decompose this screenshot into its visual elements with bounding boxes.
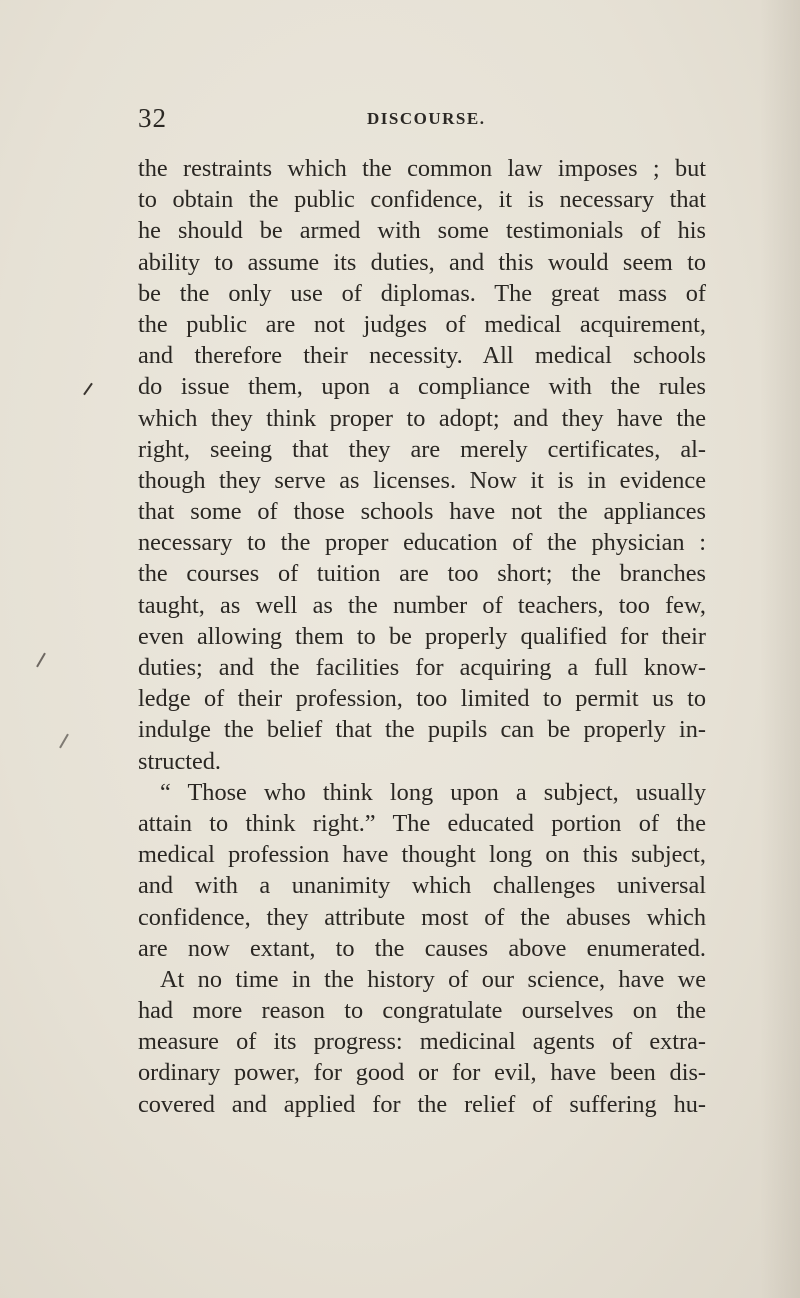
text-line: medical profession have thought long on this subject, (138, 841, 706, 869)
text-line: be the only use of diplomas. The great mass of (138, 279, 706, 307)
text-line: attain to think right.” The educated portion of the (138, 809, 706, 837)
text-line: even allowing them to be properly qualified for their (138, 622, 706, 650)
running-head (138, 103, 698, 133)
text-line: had more reason to congratulate ourselves on the (138, 997, 706, 1025)
text-line: and with a unanimity which challenges universal (138, 872, 706, 900)
text-line: taught, as well as the number of teachers, too few, (138, 591, 706, 619)
text-line: ordinary power, for good or for evil, have been dis- (138, 1059, 706, 1087)
text-line: are now extant, to the causes above enumerated. (138, 934, 706, 962)
text-line: that some of those schools have not the appliances (138, 498, 706, 526)
margin-pencil-mark (36, 653, 46, 668)
page-number: 32 (138, 103, 167, 133)
margin-pencil-mark (59, 734, 69, 749)
text-line: duties; and the facilities for acquiring a full know- (138, 654, 706, 681)
text-line: though they serve as licenses. Now it is in evidence (138, 466, 706, 494)
body-text (138, 153, 706, 1120)
text-line: he should be armed with some testimonials of his (138, 217, 706, 245)
text-line: covered and applied for the relief of suffering hu- (138, 1090, 706, 1118)
text-line: ability to assume its duties, and this would seem to (138, 248, 706, 276)
text-line: indulge the belief that the pupils can be properly in- (138, 716, 706, 744)
text-line: do issue them, upon a compliance with the rules (138, 373, 706, 401)
margin-pencil-mark (83, 383, 93, 396)
text-line: the public are not judges of medical acquirement, (138, 310, 706, 338)
paragraph-end-line: structed. (138, 747, 221, 775)
text-line: necessary to the proper education of the physician : (138, 529, 706, 557)
text-line: to obtain the public confidence, it is necessary that (138, 186, 706, 214)
page-edge-shadow (760, 0, 800, 1298)
running-title: DISCOURSE. (367, 109, 486, 128)
text-line: measure of its progress: medicinal agents of extra- (138, 1028, 706, 1056)
text-line: confidence, they attribute most of the abuses which (138, 903, 706, 931)
text-line: the courses of tuition are too short; the branches (138, 560, 706, 588)
text-line: and therefore their necessity. All medical schools (138, 342, 706, 370)
text-line: right, seeing that they are merely certificates, al- (138, 435, 706, 463)
text-line: ledge of their profession, too limited to permit us to (138, 685, 706, 713)
text-line: which they think proper to adopt; and they have the (138, 404, 706, 432)
text-line: the restraints which the common law imposes ; but (138, 155, 706, 182)
text-line: “ Those who think long upon a subject, usually (160, 778, 706, 806)
text-line: At no time in the history of our science, have we (160, 965, 706, 993)
